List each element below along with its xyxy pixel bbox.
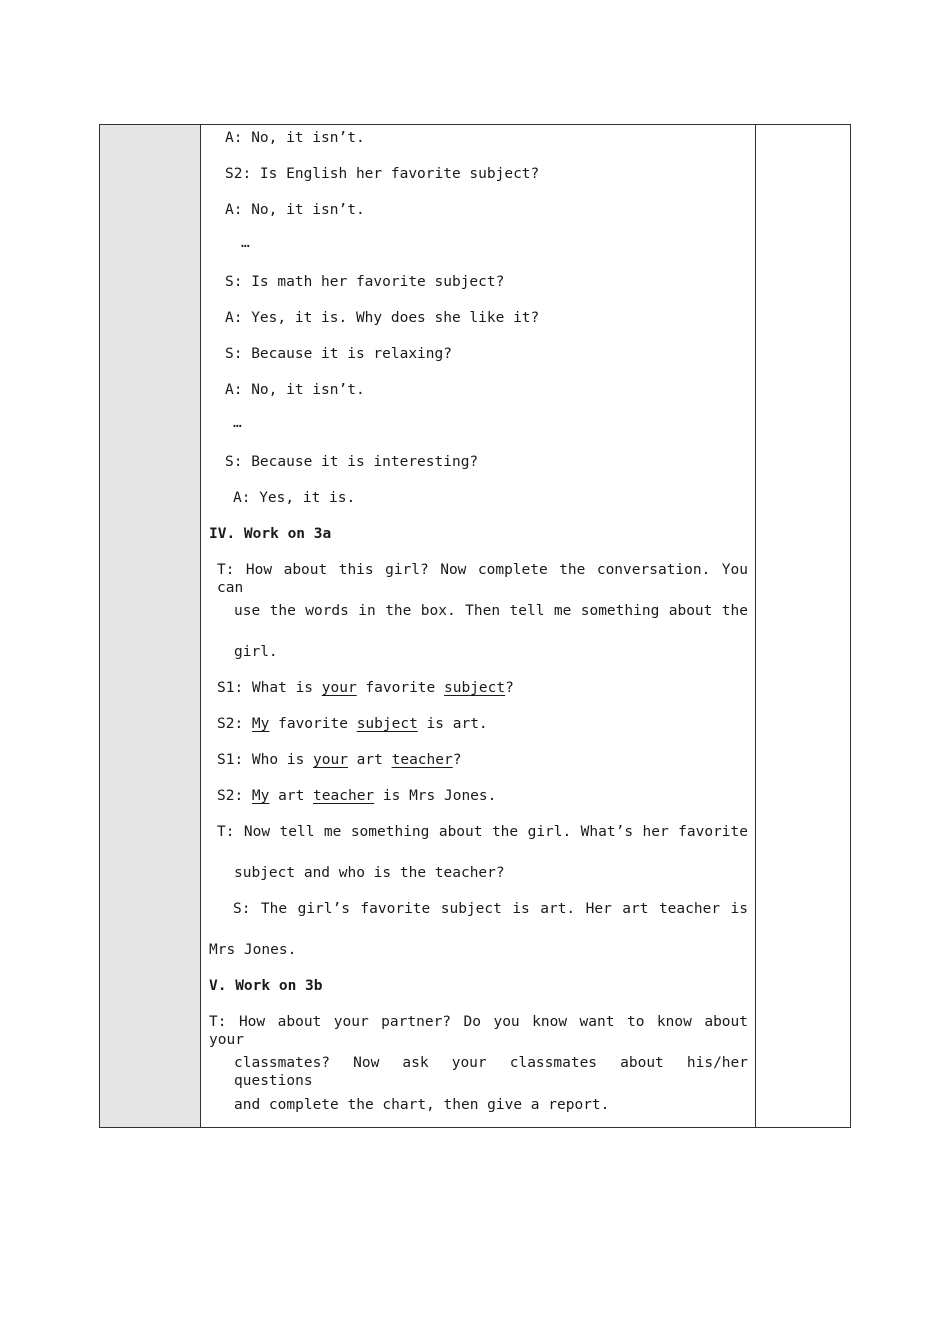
blank-answer: teacher xyxy=(391,752,453,768)
right-column xyxy=(755,125,850,1127)
text: S1: What is xyxy=(217,680,322,696)
ellipsis: … xyxy=(241,235,250,251)
blank-answer: subject xyxy=(444,680,506,696)
ellipsis: … xyxy=(233,415,242,431)
text: favorite xyxy=(269,716,357,732)
text: art xyxy=(269,788,314,804)
dialogue-line: A: No, it isn’t. xyxy=(225,382,365,398)
text: favorite xyxy=(356,680,444,696)
student-line: Mrs Jones. xyxy=(209,942,297,958)
text: S2: xyxy=(217,716,252,732)
left-column xyxy=(100,125,201,1127)
dialogue-line: S: Because it is relaxing? xyxy=(225,346,452,362)
text: art xyxy=(347,752,392,768)
blank-answer: subject xyxy=(356,716,418,732)
blank-answer: your xyxy=(313,752,348,768)
blank-answer: My xyxy=(251,788,270,804)
text: S1: Who is xyxy=(217,752,314,768)
conversation-line xyxy=(217,751,461,769)
section-heading: V. Work on 3b xyxy=(209,978,323,994)
text: ? xyxy=(452,752,462,768)
dialogue-line: A: No, it isn’t. xyxy=(225,130,365,146)
section-heading: IV. Work on 3a xyxy=(209,526,332,542)
dialogue-line: S2: Is English her favorite subject? xyxy=(225,166,540,182)
conversation-line xyxy=(217,679,514,697)
text: is Mrs Jones. xyxy=(374,788,497,804)
dialogue-line: A: Yes, it is. Why does she like it? xyxy=(225,310,540,326)
teacher-line: T: How about your partner? Do you know want to know about your xyxy=(209,1014,748,1048)
dialogue-line: A: Yes, it is. xyxy=(233,490,356,506)
teacher-line: classmates? Now ask your classmates about his/her questions xyxy=(234,1055,748,1089)
teacher-line: T: Now tell me something about the girl. What’s her favorite xyxy=(217,824,748,840)
conversation-line xyxy=(217,787,496,805)
text: is art. xyxy=(417,716,488,732)
teacher-line: subject and who is the teacher? xyxy=(234,865,505,881)
student-line: S: The girl’s favorite subject is art. Her art teacher is xyxy=(233,901,748,917)
teacher-line: girl. xyxy=(234,644,278,660)
blank-answer: teacher xyxy=(313,788,375,804)
dialogue-line: S: Is math her favorite subject? xyxy=(225,274,505,290)
conversation-line xyxy=(217,715,488,733)
teacher-line: use the words in the box. Then tell me something about the xyxy=(234,603,748,619)
blank-answer: My xyxy=(251,716,270,732)
dialogue-line: A: No, it isn’t. xyxy=(225,202,365,218)
blank-answer: your xyxy=(321,680,357,696)
teacher-line: T: How about this girl? Now complete the conversation. You can xyxy=(217,562,748,596)
dialogue-line: S: Because it is interesting? xyxy=(225,454,479,470)
text: ? xyxy=(505,680,514,696)
teacher-line: and complete the chart, then give a report. xyxy=(234,1097,610,1113)
text: S2: xyxy=(217,788,252,804)
